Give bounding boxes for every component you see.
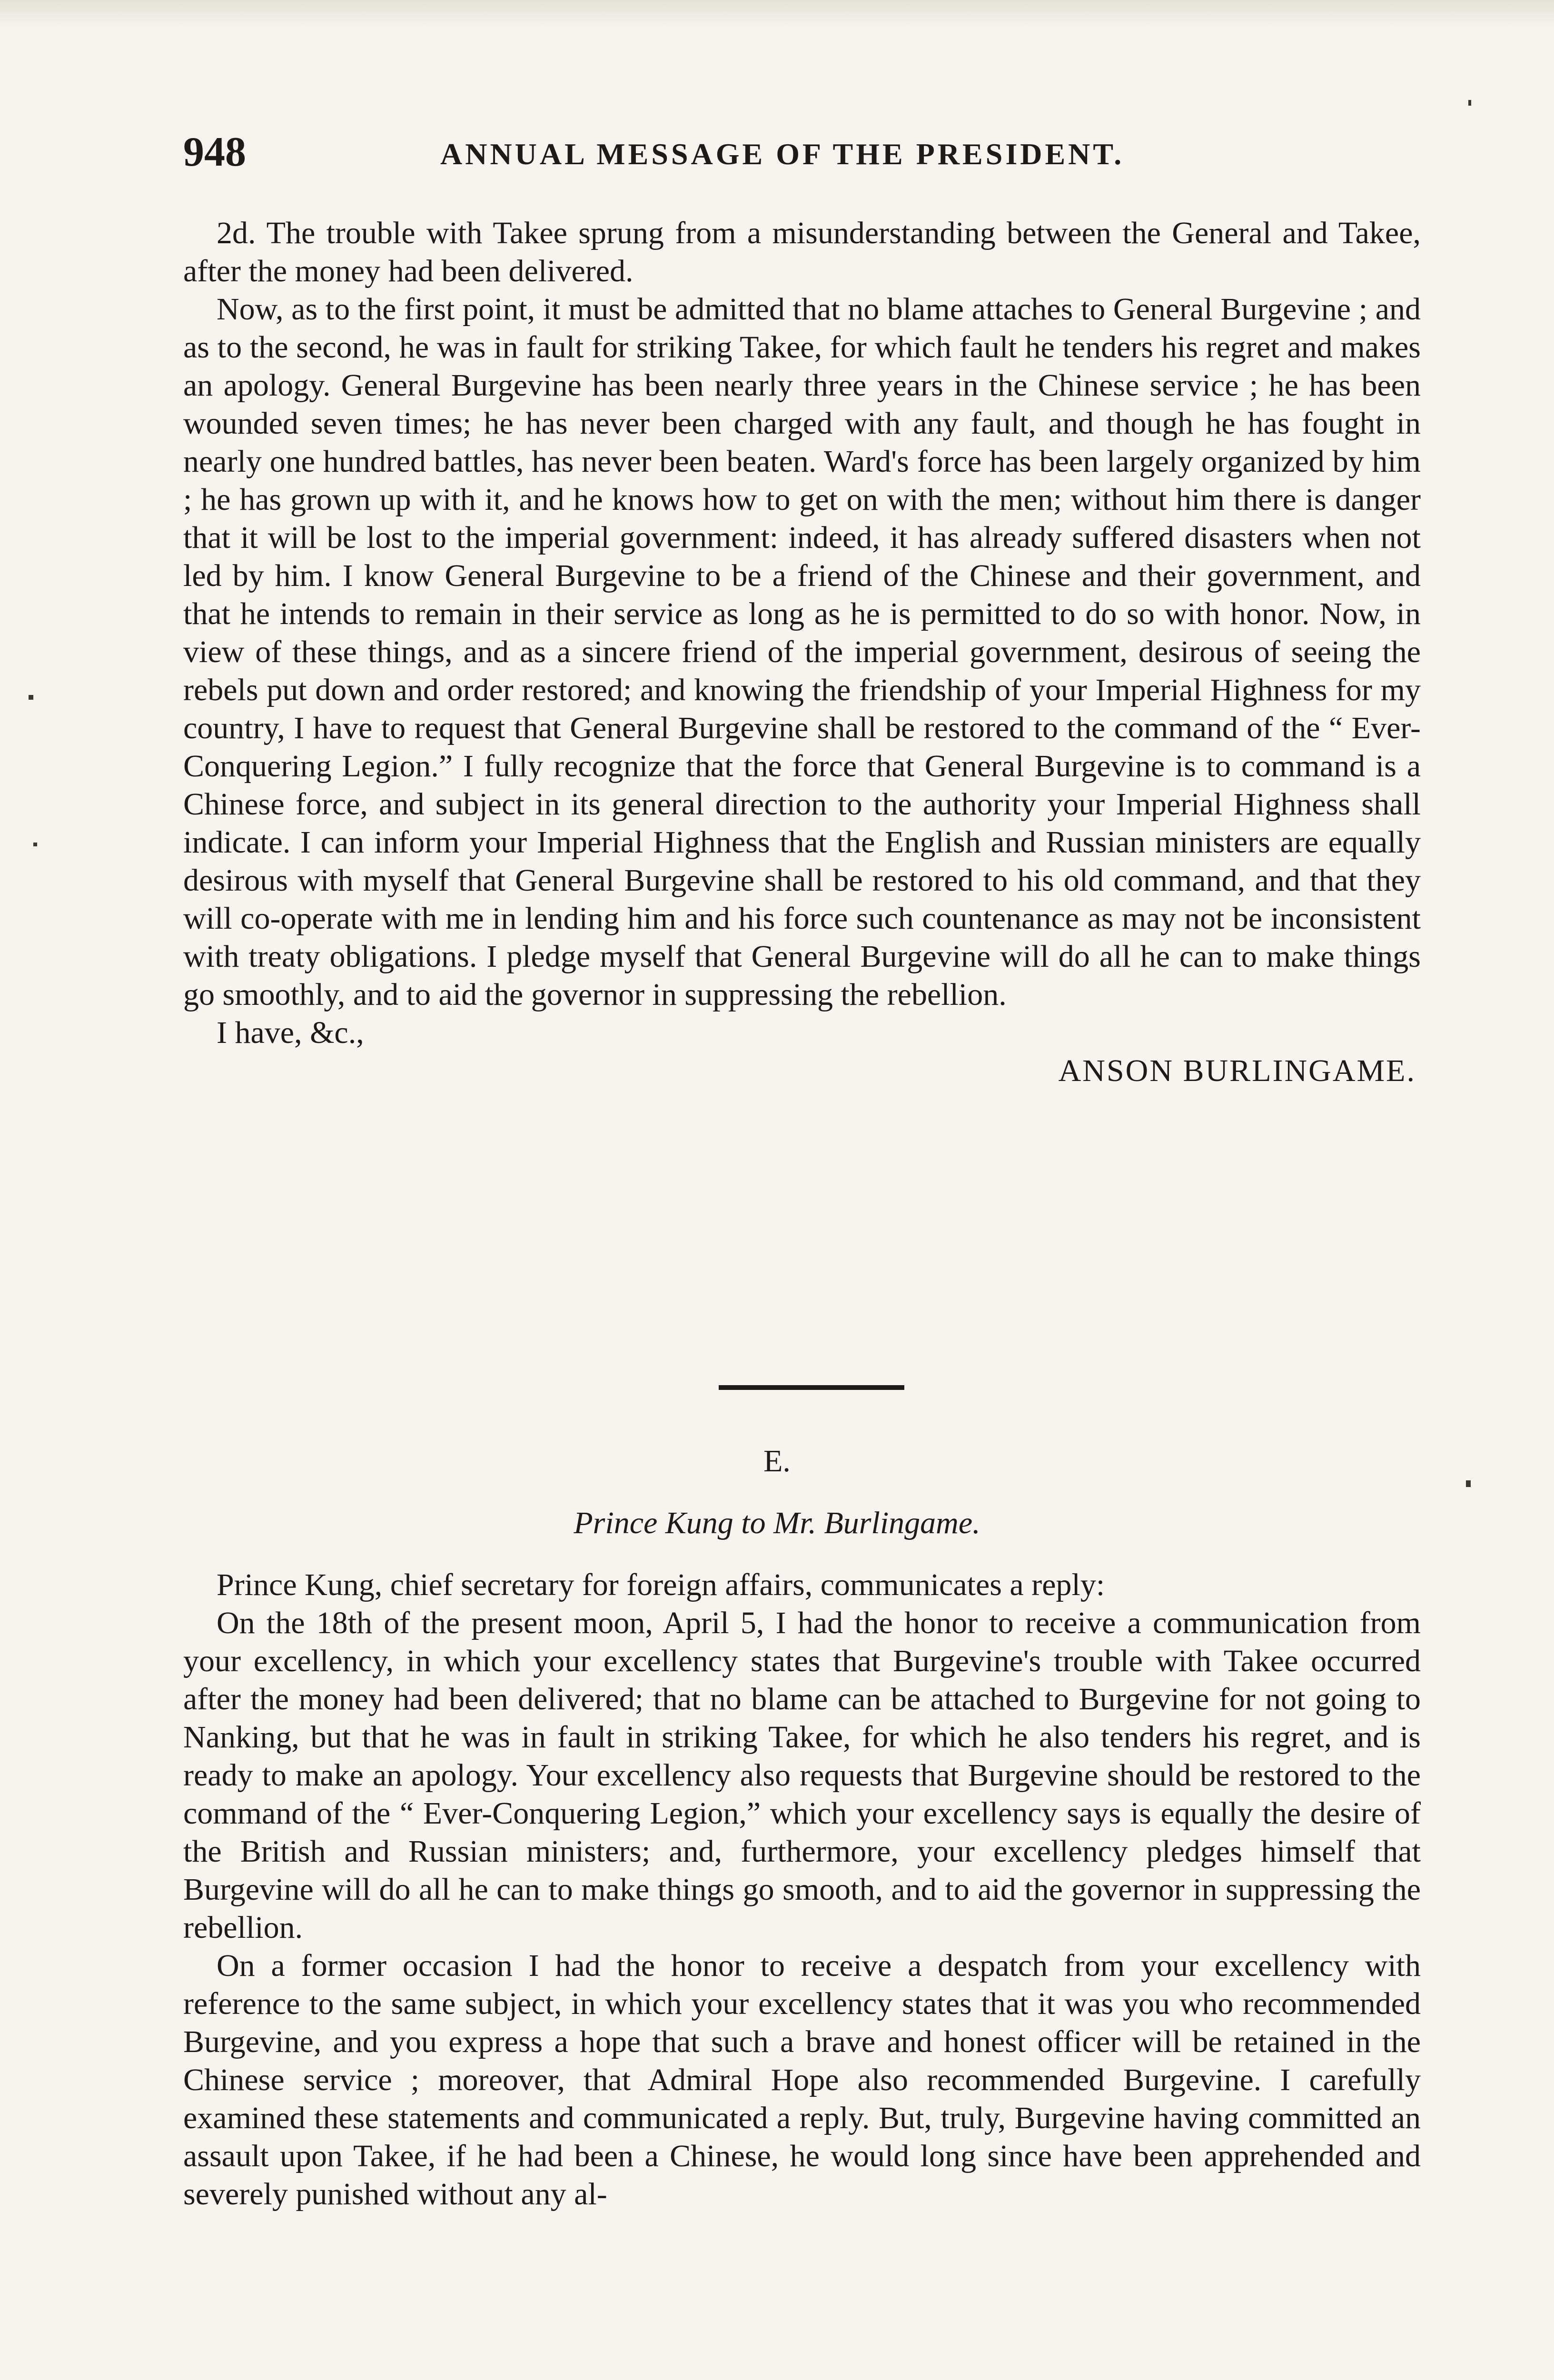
closing-line: I have, &c., bbox=[217, 1015, 364, 1050]
margin-speck bbox=[1466, 1480, 1471, 1487]
margin-speck bbox=[33, 843, 37, 846]
margin-speck bbox=[29, 695, 33, 700]
paragraph: 2d. The trouble with Takee sprung from a misunderstanding between the General and Takee, after the money had been delivered. bbox=[183, 216, 1421, 288]
page-number: 948 bbox=[183, 129, 246, 175]
page-edge-shading bbox=[0, 0, 1554, 29]
running-head: ANNUAL MESSAGE OF THE PRESIDENT. bbox=[440, 137, 1125, 171]
section-e-body bbox=[183, 1566, 1421, 2213]
paragraph: Prince Kung, chief secretary for foreign affairs, communicates a reply: bbox=[217, 1567, 1105, 1602]
section-title: Prince Kung to Mr. Burlingame. bbox=[574, 1506, 980, 1540]
paragraph: On the 18th of the present moon, April 5, I had the honor to receive a communication from your excellency, in which your excellency states that Burgevine's trouble with Takee occurred after the money had been delivered; that no blame can be attached to Burgevine for not going to Nanking, but that he was in fault in striking Takee, for which he also tenders his regret, and is ready to make an apology. Your excellency also requests that Burgevine should be restored to the command of the “ Ever-Conquering Legion,” which your excellency says is equally the desire of the British and Russian ministers; and, furthermore, your excellency pledges himself that Burgevine will do all he can to make things go smooth, and to aid the governor in suppressing the rebellion. bbox=[183, 1606, 1421, 1945]
section-divider bbox=[719, 1385, 904, 1390]
paragraph: Now, as to the first point, it must be admitted that no blame attaches to General Burgevine ; and as to the second, he was in fault for striking Takee, for which fault he tenders his regret and makes an apology. General Burgevine has been nearly three years in the Chinese service ; he has been wounded seven times; he has never been charged with any fault, and though he has fought in nearly one hundred battles, has never been beaten. Ward's force has been largely organized by him ; he has grown up with it, and he knows how to get on with the men; without him there is danger that it will be lost to the imperial government: indeed, it has already suffered disasters when not led by him. I know General Burgevine to be a friend of the Chinese and their government, and that he intends to remain in their service as long as he is permitted to do so with honor. Now, in view of these things, and as a sincere friend of the imperial government, desirous of seeing the rebels put down and order restored; and knowing the friendship of your Imperial Highness for my country, I have to request that General Burgevine shall be restored to the command of the “ Ever-Conquering Legion.” I fully recognize that the force that General Burgevine is to command is a Chinese force, and subject in its general direction to the authority your Imperial Highness shall indicate. I can inform your Imperial Highness that the English and Russian ministers are equally desirous with myself that General Burgevine shall be restored to his old command, and that they will co-operate with me in lending him and his force such countenance as may not be inconsistent with treaty obligations. I pledge myself that General Burgevine will do all he can to make things go smoothly, and to aid the governor in suppressing the rebellion. bbox=[183, 292, 1421, 1012]
signature: ANSON BURLINGAME. bbox=[1058, 1053, 1416, 1088]
margin-speck bbox=[1468, 100, 1471, 106]
paragraph: On a former occasion I had the honor to receive a despatch from your excellency with reference to the same subject, in which your excellency states that it was you who recommended Burgevine, and you express a hope that such a brave and honest officer will be retained in the Chinese service ; moreover, that Admiral Hope also recommended Burgevine. I carefully examined these statements and communicated a reply. But, truly, Burgevine having committed an assault upon Takee, if he had been a Chinese, he would long since have been apprehended and severely punished without any al- bbox=[183, 1948, 1421, 2211]
page-header bbox=[183, 129, 1183, 181]
section-letter: E. bbox=[763, 1444, 791, 1478]
letter-d-body bbox=[183, 214, 1421, 1090]
